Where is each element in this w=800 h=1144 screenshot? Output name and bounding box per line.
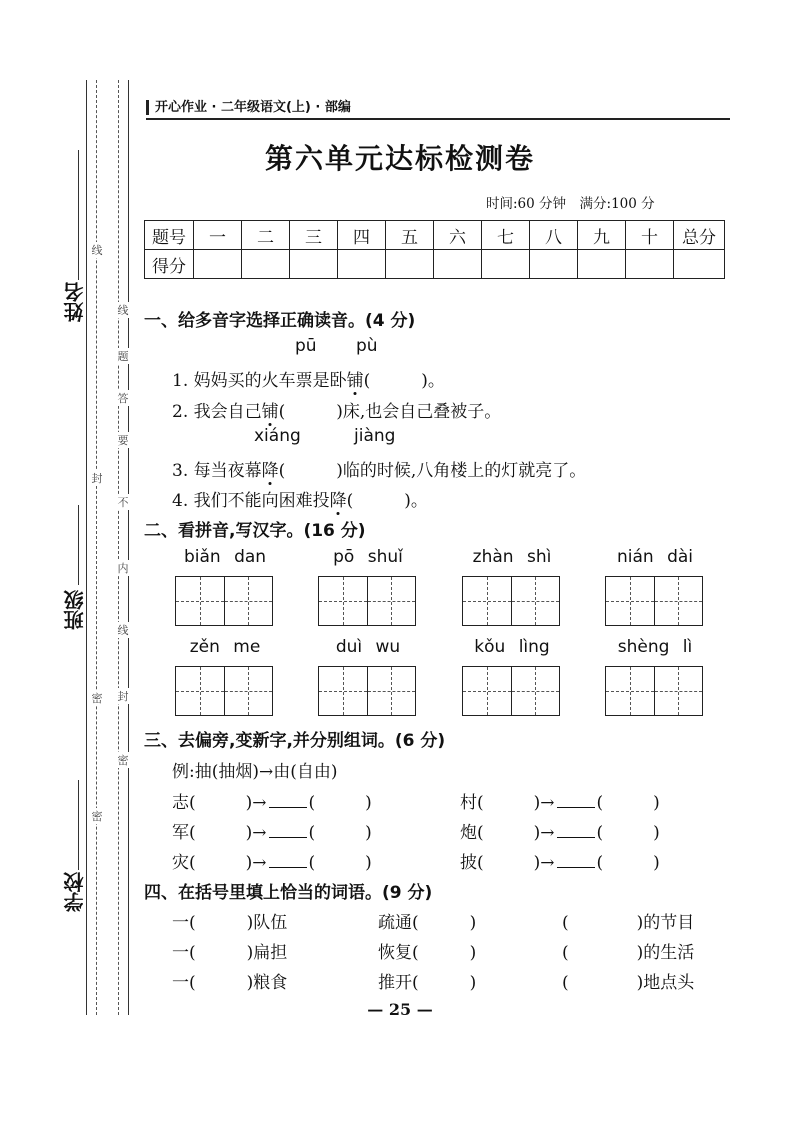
radical-item[interactable]: 披( )→ ( ) <box>460 853 660 873</box>
writing-grid[interactable] <box>462 576 560 626</box>
seal-char: 线 <box>88 242 106 258</box>
seal-char: 题 <box>115 348 131 364</box>
seal-char: 不 <box>115 494 131 510</box>
dotted-char: 铺 <box>261 402 279 422</box>
fill-item[interactable]: 推开( ) <box>378 973 477 993</box>
score-header-cell: 二 <box>242 221 290 250</box>
page-title: 第六单元达标检测卷 <box>264 142 535 175</box>
score-header-cell: 五 <box>386 221 434 250</box>
cut-line-outer <box>96 80 97 1015</box>
score-header-row <box>145 221 725 250</box>
fill-item[interactable]: ( )的节目 <box>562 913 695 933</box>
fill-item[interactable]: 一( )粮食 <box>172 973 288 993</box>
question-2: 2. 我会自己铺( )床,也会自己叠被子。 <box>172 402 502 422</box>
fill-item[interactable]: ( )的生活 <box>562 943 695 963</box>
section-4-heading: 四、在括号里填上恰当的词语。(9 分) <box>144 883 433 903</box>
pinyin-option: pù <box>356 336 378 356</box>
score-header-cell: 十 <box>626 221 674 250</box>
school-label: 学校 <box>63 872 87 912</box>
seal-char: 要 <box>115 432 131 448</box>
seal-char: 密 <box>115 752 131 768</box>
seal-char: 密 <box>88 690 106 706</box>
fill-item[interactable]: 恢复( ) <box>378 943 477 963</box>
score-cell[interactable] <box>290 250 338 279</box>
class-label: 班级 <box>63 590 87 630</box>
writing-grid[interactable] <box>318 576 416 626</box>
seal-char: 答 <box>115 390 131 406</box>
example-line: 例:抽(抽烟)→由(自由) <box>172 762 338 782</box>
fill-item[interactable]: 一( )队伍 <box>172 913 288 933</box>
seal-char: 线 <box>115 302 131 318</box>
seal-char: 内 <box>115 560 131 576</box>
pinyin-prompt: zěn me <box>189 637 261 657</box>
pinyin-prompt: duì wu <box>335 637 401 657</box>
score-cell[interactable] <box>338 250 386 279</box>
pinyin-prompt: pō shuǐ <box>333 547 403 567</box>
fill-item[interactable]: 一( )扁担 <box>172 943 288 963</box>
score-cell[interactable] <box>242 250 290 279</box>
score-cell[interactable] <box>386 250 434 279</box>
pinyin-prompt: kǒu lìng <box>474 637 550 657</box>
question-1: 1. 妈妈买的火车票是卧铺( )。 <box>172 371 445 391</box>
writing-grid[interactable] <box>462 666 560 716</box>
score-cell[interactable] <box>434 250 482 279</box>
writing-grid[interactable] <box>605 666 703 716</box>
seal-char: 线 <box>115 622 131 638</box>
page-number: — 25 — <box>367 1000 433 1019</box>
score-header-cell: 总分 <box>674 221 725 250</box>
writing-grid[interactable] <box>175 666 273 716</box>
seal-char: 封 <box>88 470 106 486</box>
score-header-cell: 九 <box>578 221 626 250</box>
score-header-cell: 七 <box>482 221 530 250</box>
question-4: 4. 我们不能向困难投降( )。 <box>172 491 428 511</box>
time-score-info: 时间:60 分钟 满分:100 分 <box>486 196 655 212</box>
pinyin-option: pū <box>295 336 317 356</box>
score-header-cell: 题号 <box>145 221 194 250</box>
score-header-cell: 三 <box>290 221 338 250</box>
writing-grid[interactable] <box>175 576 273 626</box>
answer-blank[interactable]: ( )临的时候,八角楼上的灯就亮了。 <box>278 461 587 481</box>
score-cell[interactable] <box>530 250 578 279</box>
series-text: 开心作业 · 二年级语文(上) · 部编 <box>146 100 351 115</box>
name-label: 姓名 <box>63 282 87 322</box>
score-header-cell: 一 <box>194 221 242 250</box>
writing-grid[interactable] <box>605 576 703 626</box>
answer-blank[interactable]: ( )。 <box>363 371 445 391</box>
pinyin-prompt: nián dài <box>616 547 694 567</box>
score-row <box>145 250 725 279</box>
seal-char: 封 <box>115 688 131 704</box>
score-row-label: 得分 <box>145 250 194 279</box>
score-table <box>144 220 725 279</box>
fill-item[interactable]: ( )地点头 <box>562 973 695 993</box>
section-1-heading: 一、给多音字选择正确读音。(4 分) <box>144 311 416 331</box>
section-2-heading: 二、看拼音,写汉字。(16 分) <box>144 521 366 541</box>
writing-grid[interactable] <box>318 666 416 716</box>
score-header-cell: 八 <box>530 221 578 250</box>
score-cell[interactable] <box>578 250 626 279</box>
question-3: 3. 每当夜幕降( )临的时候,八角楼上的灯就亮了。 <box>172 461 587 481</box>
radical-item[interactable]: 炮( )→ ( ) <box>460 823 660 843</box>
pinyin-prompt: zhàn shì <box>472 547 552 567</box>
score-cell[interactable] <box>194 250 242 279</box>
radical-item[interactable]: 灾( )→ ( ) <box>172 853 372 873</box>
radical-item[interactable]: 村( )→ ( ) <box>460 793 660 813</box>
score-header-cell: 四 <box>338 221 386 250</box>
pinyin-option: xiáng <box>254 426 301 446</box>
series-banner <box>146 96 730 120</box>
pinyin-prompt: biǎn dan <box>183 547 267 567</box>
dotted-char: 降 <box>261 461 279 481</box>
fill-item[interactable]: 疏通( ) <box>378 913 477 933</box>
score-cell[interactable] <box>626 250 674 279</box>
score-cell[interactable] <box>674 250 725 279</box>
radical-item[interactable]: 军( )→ ( ) <box>172 823 372 843</box>
score-header-cell: 六 <box>434 221 482 250</box>
radical-item[interactable]: 志( )→ ( ) <box>172 793 372 813</box>
answer-blank[interactable]: ( )。 <box>346 491 428 511</box>
dotted-char: 铺 <box>346 371 364 391</box>
seal-char: 密 <box>88 808 106 824</box>
answer-blank[interactable]: ( )床,也会自己叠被子。 <box>278 402 502 422</box>
pinyin-prompt: shèng lì <box>617 637 693 657</box>
cut-line-inner <box>118 80 119 1015</box>
margin-rule <box>128 80 129 1015</box>
section-3-heading: 三、去偏旁,变新字,并分别组词。(6 分) <box>144 731 446 751</box>
dotted-char: 降 <box>329 491 347 511</box>
score-cell[interactable] <box>482 250 530 279</box>
pinyin-option: jiàng <box>354 426 396 446</box>
